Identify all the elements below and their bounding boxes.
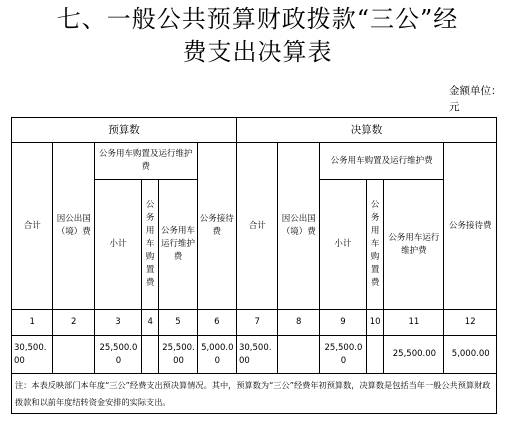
final-total-value: 30,500.00 [236, 336, 277, 374]
column-number: 11 [384, 310, 444, 336]
page-title [0, 3, 515, 69]
column-number: 5 [159, 310, 197, 336]
column-number: 10 [366, 310, 383, 336]
final-vehicle-purchase-header: 公务用车购置费 [366, 180, 383, 310]
column-number: 4 [141, 310, 158, 336]
final-vehicle-run-header: 公务用车运行维护费 [384, 180, 444, 310]
final-subtotal-header: 小计 [319, 180, 366, 310]
budget-reception-value: 5,000.00 [197, 336, 236, 374]
budget-vehicle-run-value: 25,500.00 [159, 336, 197, 374]
final-abroad-header: 因公出国（境）费 [278, 143, 319, 310]
column-number: 7 [236, 310, 277, 336]
final-total-header: 合计 [236, 143, 277, 310]
final-vehicle-run-value: 25,500.00 [384, 336, 444, 374]
budget-abroad-value [53, 336, 94, 374]
column-number: 8 [278, 310, 319, 336]
budget-total-header: 合计 [12, 143, 53, 310]
budget-vehicle-purchase-header: 公务用车购置费 [141, 180, 158, 310]
three-public-expense-table [11, 117, 497, 414]
budget-group-header: 预算数 [12, 118, 237, 143]
final-vehicle-purchase-value [366, 336, 383, 374]
unit-label: 金额单位：元 [449, 85, 502, 113]
table-note: 注：本表反映部门本年度“三公”经费支出预决算情况。其中，预算数为“三公”经费年初预算数，决算数是包括当年一般公共预算财政拨款和以前年度结转资金安排的实际支出。 [12, 374, 497, 414]
budget-reception-header: 公务接待费 [197, 143, 236, 310]
column-number: 3 [94, 310, 141, 336]
column-number: 1 [12, 310, 53, 336]
column-number: 6 [197, 310, 236, 336]
column-number: 2 [53, 310, 94, 336]
final-group-header: 决算数 [236, 118, 496, 143]
final-reception-header: 公务接待费 [444, 143, 497, 310]
budget-vehicle-group-header: 公务用车购置及运行维护费 [94, 143, 197, 180]
budget-vehicle-run-header: 公务用车运行维护费 [159, 180, 197, 310]
final-abroad-value [278, 336, 319, 374]
budget-subtotal-value: 25,500.00 [94, 336, 141, 374]
budget-vehicle-purchase-value [141, 336, 158, 374]
final-vehicle-group-header: 公务用车购置及运行维护费 [319, 143, 443, 180]
title-line-2: 费支出决算表 [182, 38, 333, 66]
column-number: 9 [319, 310, 366, 336]
final-reception-value: 5,000.00 [444, 336, 497, 374]
budget-total-value: 30,500.00 [12, 336, 53, 374]
final-subtotal-value: 25,500.00 [319, 336, 366, 374]
column-number: 12 [444, 310, 497, 336]
budget-abroad-header: 因公出国（境）费 [53, 143, 94, 310]
budget-subtotal-header: 小计 [94, 180, 141, 310]
title-line-1: 七、一般公共预算财政拨款“三公”经 [56, 5, 459, 33]
